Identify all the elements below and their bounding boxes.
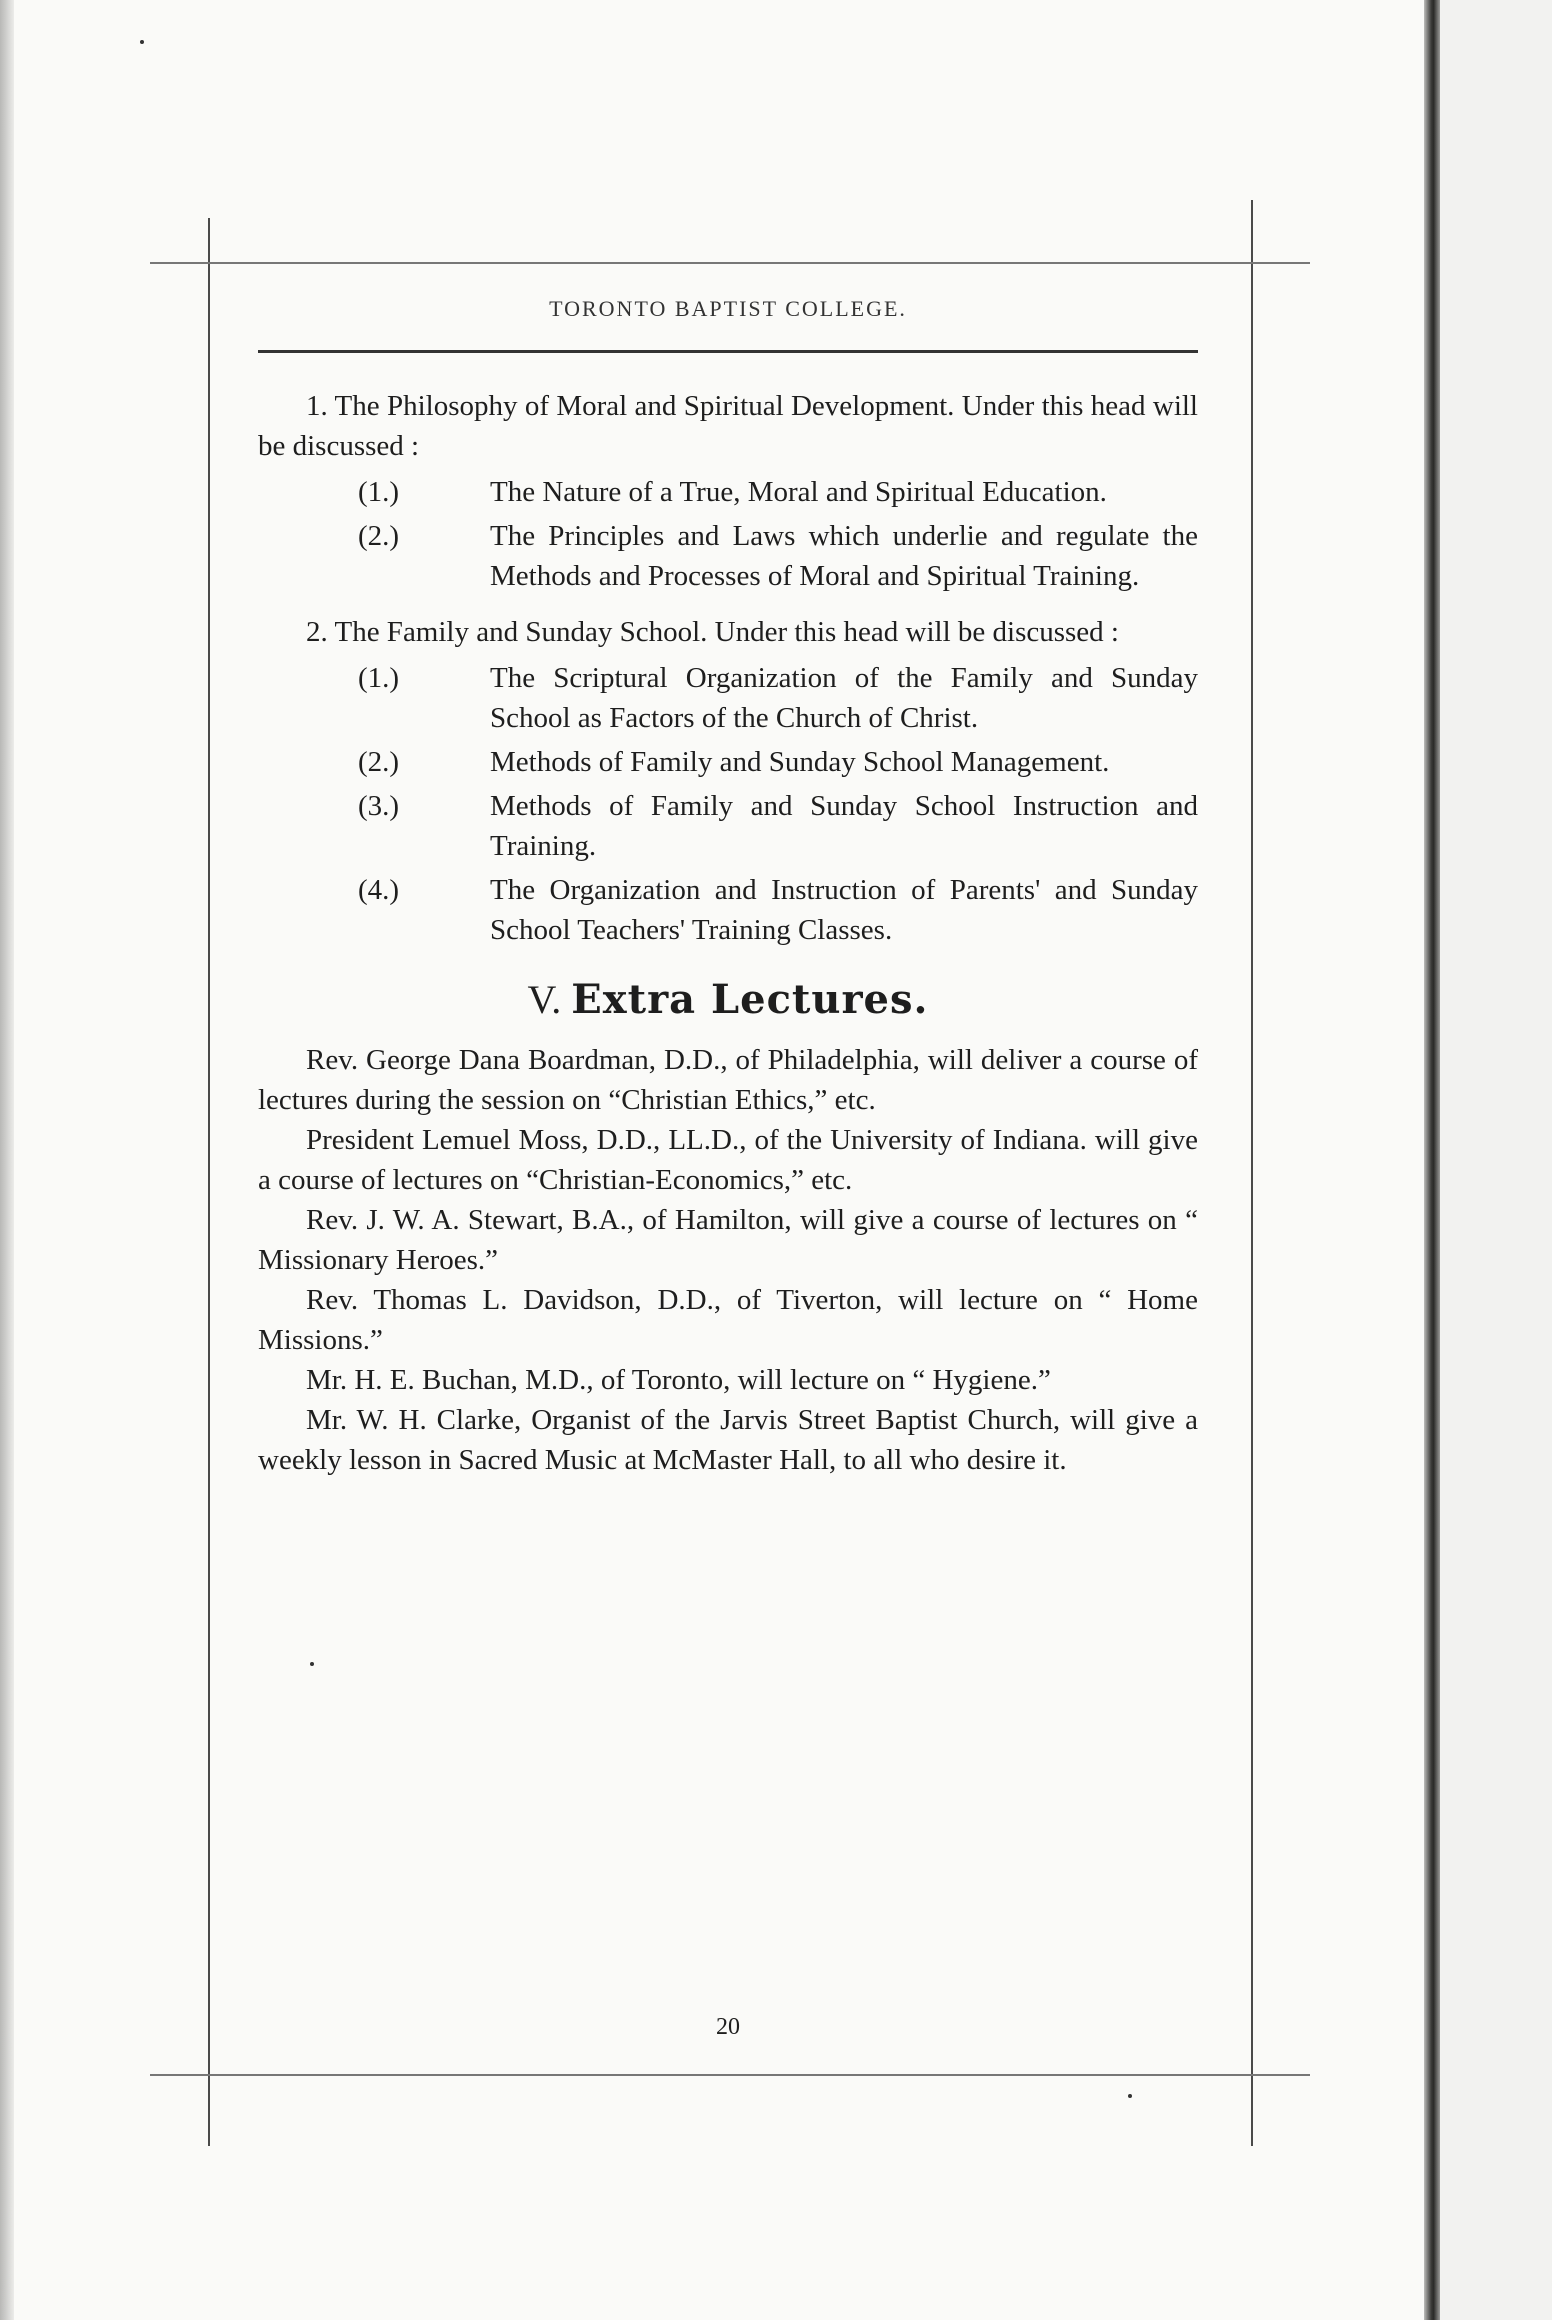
lecture-paragraph: Rev. Thomas L. Davidson, D.D., of Tiverton, will lecture on “ Home Missions.” xyxy=(258,1284,1198,1356)
list-item xyxy=(258,742,1198,782)
section-1-intro: 1. The Philosophy of Moral and Spiritual Development. Under this head will be discussed : xyxy=(258,390,1198,462)
section-2-intro: 2. The Family and Sunday School. Under this head will be discussed : xyxy=(306,616,1119,648)
facing-page-edge xyxy=(1440,0,1552,2320)
frame-left-rule xyxy=(208,218,210,2146)
paper-speck xyxy=(140,40,144,44)
list-item-text: The Principles and Laws which underlie and regulate the Methods and Processes of Moral and Spiritual Training. xyxy=(490,520,1198,592)
list-marker: (2.) xyxy=(358,746,400,778)
list-item xyxy=(258,658,1198,738)
list-item-text: Methods of Family and Sunday School Instruction and Training. xyxy=(490,790,1198,862)
lecture-paragraph: Rev. J. W. A. Stewart, B.A., of Hamilton, will give a course of lectures on “ Missionary Heroes.” xyxy=(258,1204,1198,1276)
lecture-paragraph: Mr. H. E. Buchan, M.D., of Toronto, will lecture on “ Hygiene.” xyxy=(306,1364,1051,1396)
page-left-edge xyxy=(0,0,14,2320)
frame-top-rule xyxy=(150,262,1310,264)
list-marker: (1.) xyxy=(358,662,400,694)
list-item xyxy=(258,786,1198,866)
list-item xyxy=(258,516,1198,596)
section-heading xyxy=(258,972,1198,1028)
frame-right-rule xyxy=(1251,200,1253,2146)
header-rule xyxy=(258,350,1198,353)
page-number: 20 xyxy=(716,2014,740,2040)
paper-speck xyxy=(310,1662,314,1666)
book-spine xyxy=(1424,0,1440,2320)
paper-speck xyxy=(1128,2094,1132,2098)
list-item-text: The Organization and Instruction of Parents' and Sunday School Teachers' Training Classes. xyxy=(490,874,1198,946)
list-marker: (3.) xyxy=(358,790,400,822)
list-item-text: Methods of Family and Sunday School Management. xyxy=(490,746,1110,778)
list-marker: (2.) xyxy=(358,520,400,552)
running-header: TORONTO BAPTIST COLLEGE. xyxy=(549,296,907,321)
list-item-text: The Scriptural Organization of the Family and Sunday School as Factors of the Church of Christ. xyxy=(490,662,1198,734)
lecture-paragraph: Mr. W. H. Clarke, Organist of the Jarvis Street Baptist Church, will give a weekly lesson in Sacred Music at McMaster Hall, to all who desire it. xyxy=(258,1404,1198,1476)
list-item xyxy=(258,472,1198,512)
lecture-paragraph: Rev. George Dana Boardman, D.D., of Philadelphia, will deliver a course of lectures during the session on “Christian Ethics,” etc. xyxy=(258,1044,1198,1116)
list-marker: (1.) xyxy=(358,476,400,508)
frame-bottom-rule xyxy=(150,2074,1310,2076)
section-title: Extra Lectures. xyxy=(571,976,929,1023)
list-marker: (4.) xyxy=(358,874,400,906)
list-item xyxy=(258,870,1198,950)
section-numeral: V. xyxy=(527,977,562,1022)
lecture-paragraph: President Lemuel Moss, D.D., LL.D., of the University of Indiana. will give a course of lectures on “Christian-Economics,” etc. xyxy=(258,1124,1198,1196)
page-body xyxy=(258,386,1198,1480)
list-item-text: The Nature of a True, Moral and Spiritual Education. xyxy=(490,476,1107,508)
